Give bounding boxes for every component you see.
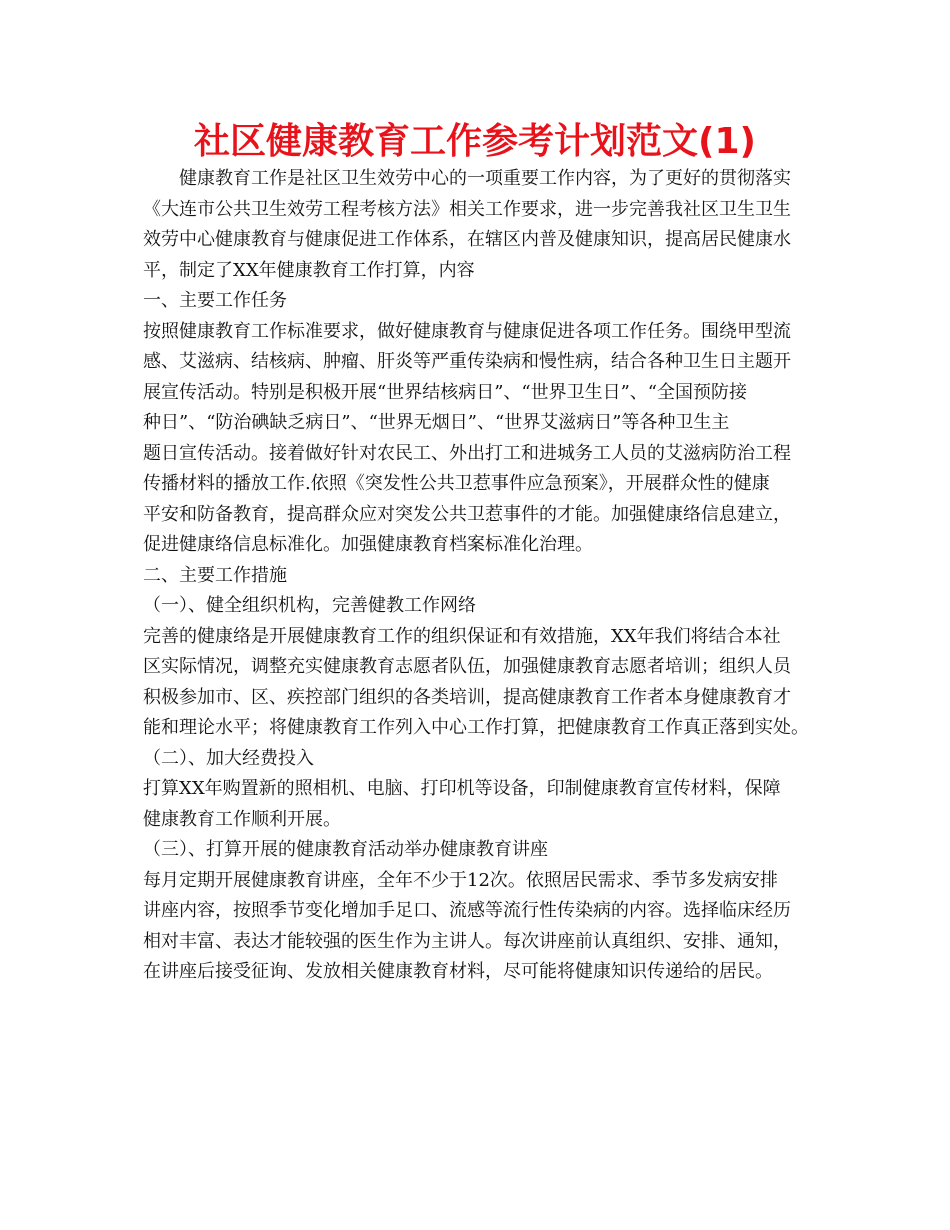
- text-line: （一）、健全组织机构，完善健教工作网络: [143, 595, 476, 616]
- text-line: 展宣传活动。特别是积极开展“世界结核病日”、“世界卫生日”、“全国预防接: [143, 381, 748, 403]
- text-line: 感、艾滋病、结核病、肿瘤、肝炎等严重传染病和慢性病，结合各种卫生日主题开: [143, 351, 791, 372]
- text-line: 打算XX年购置新的照相机、电脑、打印机等设备，印制健康教育宣传材料，保障: [143, 778, 781, 799]
- text-line: 积极参加市、区、疾控部门组织的各类培训，提高健康教育工作者本身健康教育才: [143, 686, 791, 708]
- text-line: 一、主要工作任务: [143, 290, 287, 311]
- text-line: 《大连市公共卫生效劳工程考核方法》相关工作要求，进一步完善我社区卫生卫生: [143, 198, 791, 220]
- text-line: 平安和防备教育，提高群众应对突发公共卫惹事件的才能。加强健康络信息建立，: [143, 503, 791, 525]
- text-line: 按照健康教育工作标准要求，做好健康教育与健康促进各项工作任务。围绕甲型流: [143, 320, 791, 342]
- text-line: （三）、打算开展的健康教育活动举办健康教育讲座: [143, 839, 548, 860]
- text-line: 健康教育工作顺利开展。: [143, 808, 341, 830]
- text-line: 传播材料的播放工作.依照《突发性公共卫惹事件应急预案》，开展群众性的健康: [143, 473, 770, 494]
- text-line: 种日”、“防治碘缺乏病日”、“世界无烟日”、“世界艾滋病日”等各种卫生主: [143, 412, 730, 433]
- text-line: 讲座内容，按照季节变化增加手足口、流感等流行性传染病的内容。选择临床经历: [143, 900, 791, 921]
- text-line: 健康教育工作是社区卫生效劳中心的一项重要工作内容，为了更好的贯彻落实: [179, 168, 791, 189]
- text-line: 题日宣传活动。接着做好针对农民工、外出打工和进城务工人员的艾滋病防治工程: [143, 442, 791, 464]
- text-line: 区实际情况，调整充实健康教育志愿者队伍，加强健康教育志愿者培训；组织人员: [143, 656, 791, 677]
- text-line: 在讲座后接受征询、发放相关健康教育材料，尽可能将健康知识传递给的居民。: [143, 961, 773, 982]
- text-line: 能和理论水平；将健康教育工作列入中心工作打算，把健康教育工作真正落到实处。: [143, 717, 809, 738]
- text-line: （二）、加大经费投入: [143, 747, 314, 769]
- document-body: [143, 164, 823, 988]
- text-line: 完善的健康络是开展健康教育工作的组织保证和有效措施，XX年我们将结合本社: [143, 625, 781, 647]
- text-line: 效劳中心健康教育与健康促进工作体系，在辖区内普及健康知识，提高居民健康水: [143, 229, 791, 250]
- text-line: 每月定期开展健康教育讲座，全年不少于12次。依照居民需求、季节多发病安排: [143, 869, 778, 891]
- text-line: 相对丰富、表达才能较强的医生作为主讲人。每次讲座前认真组织、安排、通知，: [143, 930, 791, 952]
- document-title: 社区健康教育工作参考计划范文(1): [194, 121, 756, 162]
- text-line: 平，制定了XX年健康教育工作打算，内容: [143, 259, 475, 281]
- text-line: 促进健康络信息标准化。加强健康教育档案标准化治理。: [143, 534, 593, 555]
- text-line: 二、主要工作措施: [143, 564, 287, 586]
